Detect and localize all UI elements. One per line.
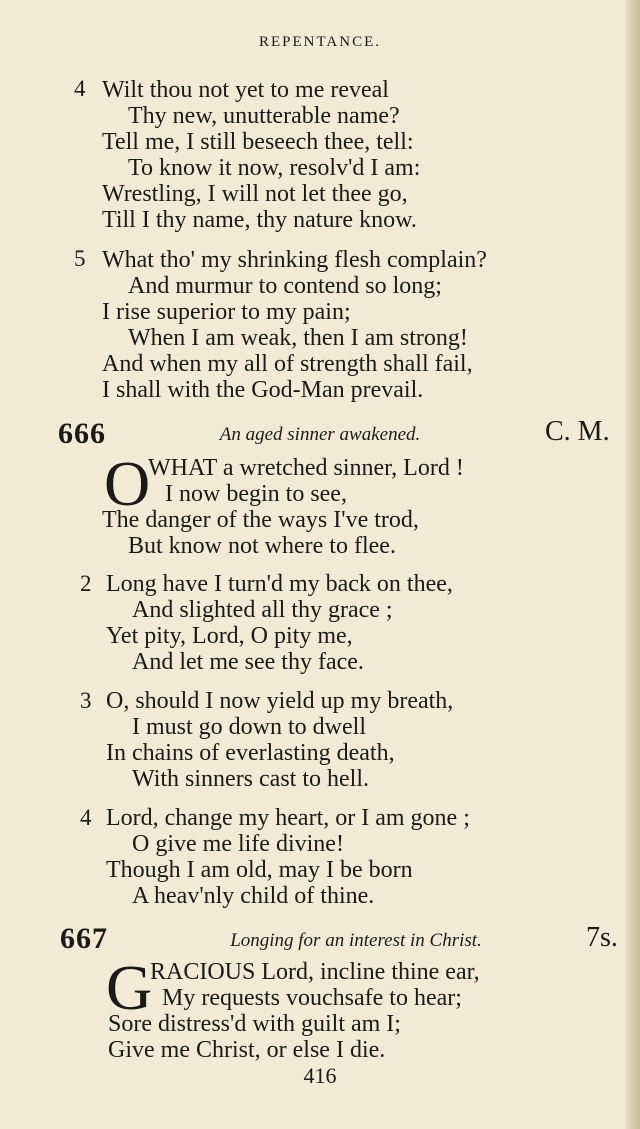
page-number: 416 bbox=[303, 1063, 337, 1088]
verse-number: 4 bbox=[74, 76, 86, 101]
verse-line: Sore distress'd with guilt am I; bbox=[108, 1011, 401, 1037]
verse-line: I must go down to dwell bbox=[132, 714, 366, 740]
verse-number: 3 bbox=[80, 688, 92, 713]
verse-number: 2 bbox=[80, 571, 92, 596]
hymn-title: An aged sinner awakened. bbox=[219, 424, 421, 445]
page-header: REPENTANCE. bbox=[258, 34, 382, 50]
verse-line: Tell me, I still beseech thee, tell: bbox=[102, 129, 414, 155]
verse-line: Long have I turn'd my back on thee, bbox=[106, 571, 453, 597]
hymn-meter: C. M. bbox=[545, 416, 610, 447]
verse-line: Though I am old, may I be born bbox=[106, 857, 413, 883]
verse-line: O give me life divine! bbox=[132, 831, 344, 857]
verse-number: 4 bbox=[80, 805, 92, 830]
drop-cap: G bbox=[106, 952, 153, 1023]
verse-line: RACIOUS Lord, incline thine ear, bbox=[150, 959, 480, 985]
verse-line: Yet pity, Lord, O pity me, bbox=[106, 623, 353, 649]
verse-line: When I am weak, then I am strong! bbox=[128, 325, 468, 351]
verse-line: What tho' my shrinking flesh complain? bbox=[102, 247, 487, 273]
verse-line: Lord, change my heart, or I am gone ; bbox=[106, 805, 470, 831]
verse-line: I rise superior to my pain; bbox=[102, 299, 351, 325]
verse-line: But know not where to flee. bbox=[128, 533, 396, 559]
verse-line: Give me Christ, or else I die. bbox=[108, 1037, 386, 1063]
hymn-meter: 7s. bbox=[586, 922, 618, 953]
hymn-title: Longing for an interest in Christ. bbox=[230, 930, 482, 951]
verse-line: In chains of everlasting death, bbox=[106, 740, 395, 766]
hymn-number: 666 bbox=[58, 417, 106, 450]
verse-line: Thy new, unutterable name? bbox=[128, 103, 400, 129]
verse-line: And slighted all thy grace ; bbox=[132, 597, 393, 623]
verse-line: Wilt thou not yet to me reveal bbox=[102, 77, 389, 103]
verse-line: A heav'nly child of thine. bbox=[132, 883, 375, 909]
verse-line: And when my all of strength shall fail, bbox=[102, 351, 473, 377]
hymn-number: 667 bbox=[60, 922, 108, 955]
verse-number: 5 bbox=[74, 246, 86, 271]
verse-line: To know it now, resolv'd I am: bbox=[128, 155, 421, 181]
verse-line: With sinners cast to hell. bbox=[132, 766, 369, 792]
verse-line: O, should I now yield up my breath, bbox=[106, 688, 454, 714]
verse-line: WHAT a wretched sinner, Lord ! bbox=[148, 455, 464, 481]
verse-line: My requests vouchsafe to hear; bbox=[162, 985, 462, 1011]
drop-cap: O bbox=[104, 448, 151, 519]
verse-line: And let me see thy face. bbox=[132, 649, 364, 675]
verse-line: I shall with the God-Man prevail. bbox=[102, 377, 424, 403]
verse-line: I now begin to see, bbox=[165, 481, 347, 507]
verse-line: And murmur to contend so long; bbox=[128, 273, 442, 299]
verse-line: Till I thy name, thy nature know. bbox=[102, 207, 417, 233]
page-edge bbox=[626, 0, 640, 1129]
verse-line: The danger of the ways I've trod, bbox=[102, 507, 419, 533]
verse-line: Wrestling, I will not let thee go, bbox=[102, 181, 408, 207]
